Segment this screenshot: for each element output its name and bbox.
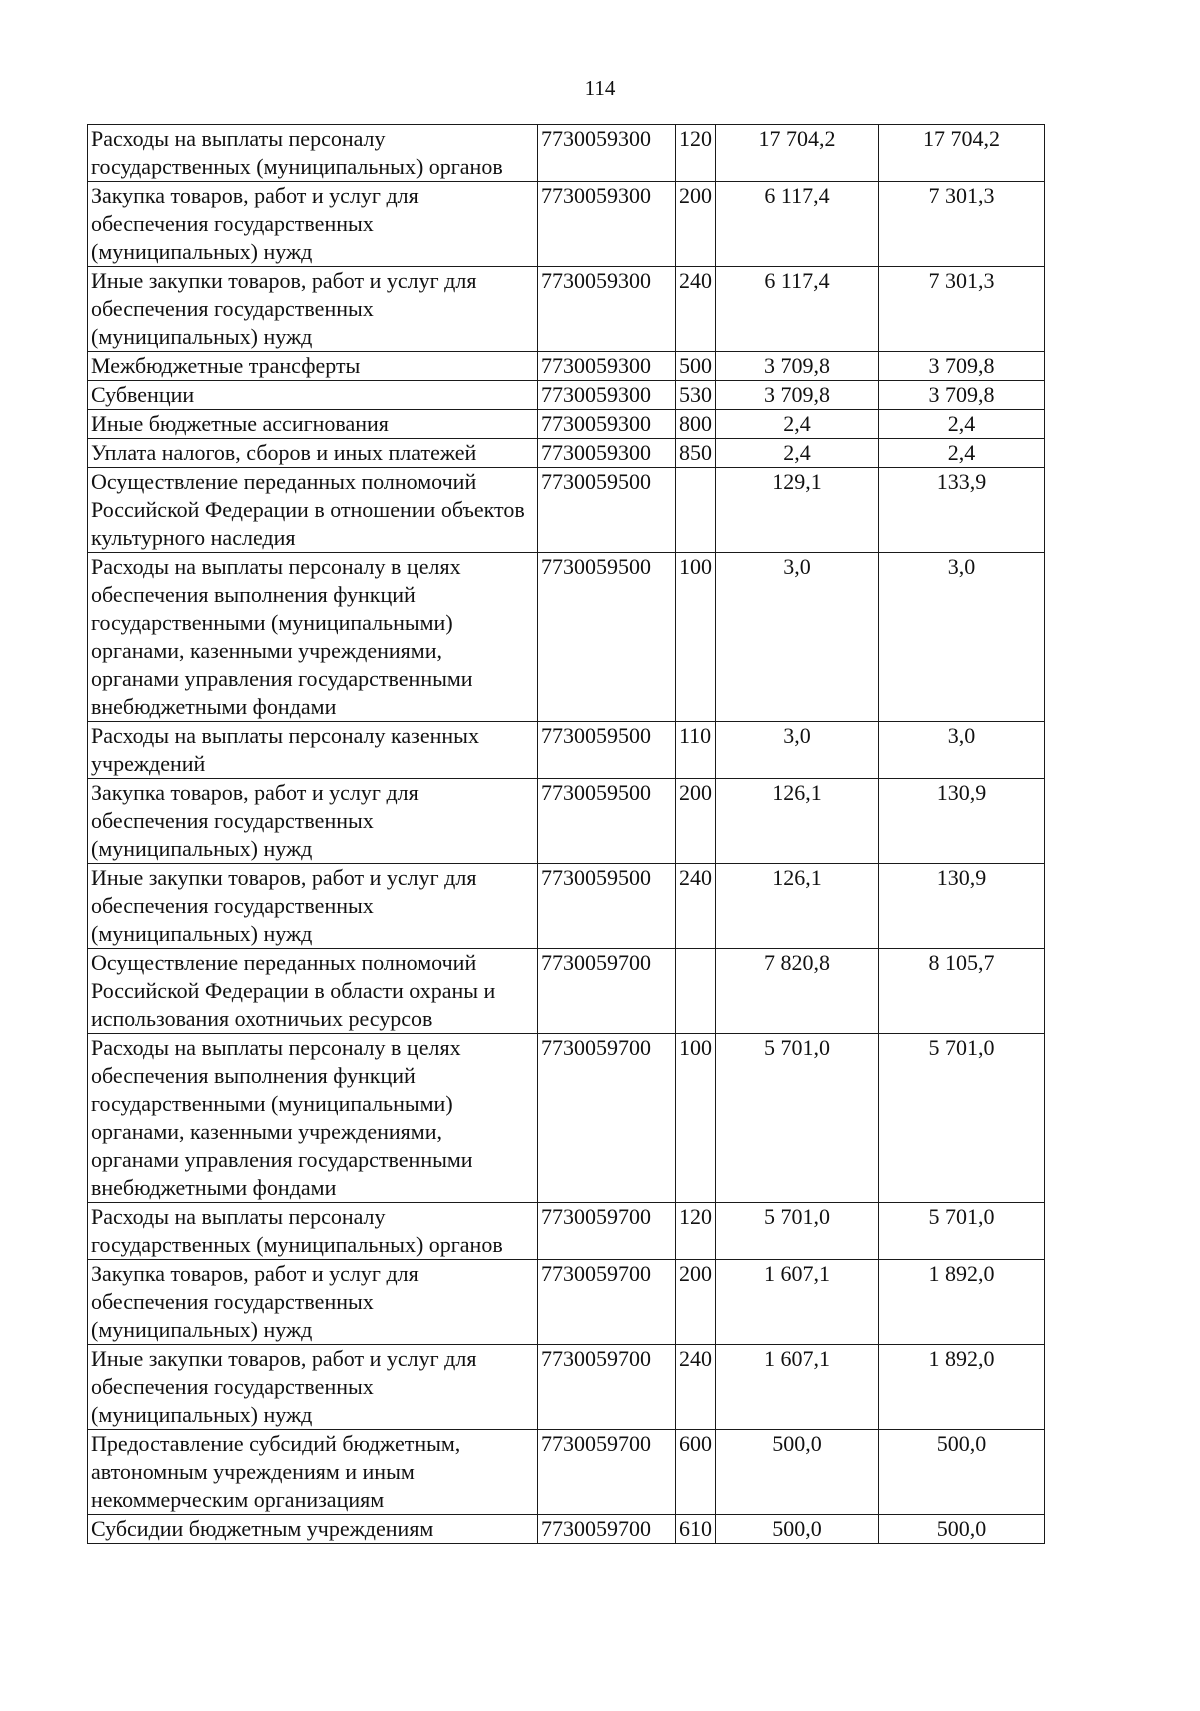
expense-type-code-cell: 120 [676, 125, 716, 182]
target-article-code-cell: 7730059300 [538, 125, 676, 182]
expense-type-code-cell: 100 [676, 553, 716, 722]
amount-year2-cell: 1 892,0 [879, 1345, 1045, 1430]
expense-name-cell: Субвенции [88, 381, 538, 410]
amount-year1-cell: 3,0 [716, 553, 879, 722]
expense-type-code-cell: 200 [676, 779, 716, 864]
amount-year2-cell: 500,0 [879, 1430, 1045, 1515]
expense-type-code-cell: 240 [676, 864, 716, 949]
amount-year1-cell: 3 709,8 [716, 352, 879, 381]
expense-name-cell: Субсидии бюджетным учреждениям [88, 1515, 538, 1544]
expense-type-code-cell: 240 [676, 267, 716, 352]
table-row [88, 468, 1045, 553]
amount-year2-cell: 1 892,0 [879, 1260, 1045, 1345]
expense-name-cell: Расходы на выплаты персоналу в целях обеспечения выполнения функций государственными (муниципальными) органами, казенными учреждениями, органами управления государственными внебюджетными фондами [88, 553, 538, 722]
table-row [88, 1203, 1045, 1260]
table-row [88, 182, 1045, 267]
target-article-code-cell: 7730059700 [538, 949, 676, 1034]
expense-name-cell: Расходы на выплаты персоналу казенных учреждений [88, 722, 538, 779]
target-article-code-cell: 7730059500 [538, 864, 676, 949]
target-article-code-cell: 7730059500 [538, 468, 676, 553]
amount-year2-cell: 133,9 [879, 468, 1045, 553]
amount-year2-cell: 7 301,3 [879, 267, 1045, 352]
expense-type-code-cell: 110 [676, 722, 716, 779]
amount-year2-cell: 5 701,0 [879, 1034, 1045, 1203]
amount-year1-cell: 7 820,8 [716, 949, 879, 1034]
amount-year1-cell: 5 701,0 [716, 1203, 879, 1260]
expense-type-code-cell: 850 [676, 439, 716, 468]
target-article-code-cell: 7730059300 [538, 381, 676, 410]
target-article-code-cell: 7730059500 [538, 779, 676, 864]
expense-name-cell: Осуществление переданных полномочий Российской Федерации в области охраны и использования охотничьих ресурсов [88, 949, 538, 1034]
amount-year2-cell: 8 105,7 [879, 949, 1045, 1034]
table-row [88, 410, 1045, 439]
expense-name-cell: Осуществление переданных полномочий Российской Федерации в отношении объектов культурного наследия [88, 468, 538, 553]
expense-name-cell: Иные закупки товаров, работ и услуг для обеспечения государственных (муниципальных) нужд [88, 1345, 538, 1430]
table-row [88, 864, 1045, 949]
expense-name-cell: Расходы на выплаты персоналу государственных (муниципальных) органов [88, 125, 538, 182]
table-row [88, 1430, 1045, 1515]
amount-year1-cell: 3 709,8 [716, 381, 879, 410]
page-number: 114 [584, 76, 616, 100]
amount-year2-cell: 5 701,0 [879, 1203, 1045, 1260]
expense-name-cell: Иные закупки товаров, работ и услуг для обеспечения государственных (муниципальных) нужд [88, 267, 538, 352]
budget-table-body [88, 125, 1045, 1544]
expense-type-code-cell: 100 [676, 1034, 716, 1203]
expense-name-cell: Расходы на выплаты персоналу государственных (муниципальных) органов [88, 1203, 538, 1260]
target-article-code-cell: 7730059700 [538, 1203, 676, 1260]
amount-year1-cell: 500,0 [716, 1515, 879, 1544]
expense-type-code-cell: 120 [676, 1203, 716, 1260]
amount-year2-cell: 130,9 [879, 864, 1045, 949]
amount-year2-cell: 2,4 [879, 410, 1045, 439]
expense-type-code-cell: 200 [676, 182, 716, 267]
amount-year1-cell: 126,1 [716, 864, 879, 949]
target-article-code-cell: 7730059700 [538, 1430, 676, 1515]
table-row [88, 125, 1045, 182]
budget-table [87, 124, 1045, 1544]
table-row [88, 553, 1045, 722]
table-row [88, 267, 1045, 352]
expense-name-cell: Уплата налогов, сборов и иных платежей [88, 439, 538, 468]
target-article-code-cell: 7730059700 [538, 1515, 676, 1544]
amount-year2-cell: 500,0 [879, 1515, 1045, 1544]
table-row [88, 1515, 1045, 1544]
expense-type-code-cell: 530 [676, 381, 716, 410]
target-article-code-cell: 7730059300 [538, 182, 676, 267]
table-row [88, 722, 1045, 779]
amount-year1-cell: 1 607,1 [716, 1260, 879, 1345]
table-row [88, 779, 1045, 864]
amount-year1-cell: 126,1 [716, 779, 879, 864]
expense-name-cell: Иные бюджетные ассигнования [88, 410, 538, 439]
amount-year2-cell: 3,0 [879, 722, 1045, 779]
table-row [88, 381, 1045, 410]
table-row [88, 1260, 1045, 1345]
expense-type-code-cell: 800 [676, 410, 716, 439]
amount-year2-cell: 3 709,8 [879, 381, 1045, 410]
target-article-code-cell: 7730059700 [538, 1260, 676, 1345]
table-row [88, 1034, 1045, 1203]
target-article-code-cell: 7730059700 [538, 1034, 676, 1203]
expense-name-cell: Межбюджетные трансферты [88, 352, 538, 381]
target-article-code-cell: 7730059500 [538, 722, 676, 779]
expense-name-cell: Предоставление субсидий бюджетным, автономным учреждениям и иным некоммерческим организациям [88, 1430, 538, 1515]
target-article-code-cell: 7730059300 [538, 352, 676, 381]
expense-name-cell: Иные закупки товаров, работ и услуг для обеспечения государственных (муниципальных) нужд [88, 864, 538, 949]
expense-type-code-cell: 240 [676, 1345, 716, 1430]
amount-year1-cell: 3,0 [716, 722, 879, 779]
table-row [88, 439, 1045, 468]
target-article-code-cell: 7730059300 [538, 410, 676, 439]
expense-type-code-cell [676, 949, 716, 1034]
amount-year1-cell: 129,1 [716, 468, 879, 553]
expense-type-code-cell: 600 [676, 1430, 716, 1515]
table-row [88, 352, 1045, 381]
target-article-code-cell: 7730059300 [538, 267, 676, 352]
amount-year2-cell: 2,4 [879, 439, 1045, 468]
amount-year2-cell: 3 709,8 [879, 352, 1045, 381]
amount-year1-cell: 2,4 [716, 439, 879, 468]
amount-year1-cell: 17 704,2 [716, 125, 879, 182]
expense-name-cell: Закупка товаров, работ и услуг для обеспечения государственных (муниципальных) нужд [88, 779, 538, 864]
table-row [88, 1345, 1045, 1430]
expense-type-code-cell [676, 468, 716, 553]
target-article-code-cell: 7730059700 [538, 1345, 676, 1430]
target-article-code-cell: 7730059300 [538, 439, 676, 468]
expense-name-cell: Расходы на выплаты персоналу в целях обеспечения выполнения функций государственными (муниципальными) органами, казенными учреждениями, органами управления государственными внебюджетными фондами [88, 1034, 538, 1203]
expense-name-cell: Закупка товаров, работ и услуг для обеспечения государственных (муниципальных) нужд [88, 1260, 538, 1345]
amount-year2-cell: 17 704,2 [879, 125, 1045, 182]
amount-year1-cell: 2,4 [716, 410, 879, 439]
amount-year2-cell: 7 301,3 [879, 182, 1045, 267]
amount-year1-cell: 6 117,4 [716, 267, 879, 352]
amount-year2-cell: 130,9 [879, 779, 1045, 864]
table-row [88, 949, 1045, 1034]
expense-type-code-cell: 610 [676, 1515, 716, 1544]
amount-year1-cell: 6 117,4 [716, 182, 879, 267]
target-article-code-cell: 7730059500 [538, 553, 676, 722]
amount-year1-cell: 500,0 [716, 1430, 879, 1515]
amount-year1-cell: 1 607,1 [716, 1345, 879, 1430]
expense-name-cell: Закупка товаров, работ и услуг для обеспечения государственных (муниципальных) нужд [88, 182, 538, 267]
amount-year2-cell: 3,0 [879, 553, 1045, 722]
expense-type-code-cell: 200 [676, 1260, 716, 1345]
expense-type-code-cell: 500 [676, 352, 716, 381]
amount-year1-cell: 5 701,0 [716, 1034, 879, 1203]
